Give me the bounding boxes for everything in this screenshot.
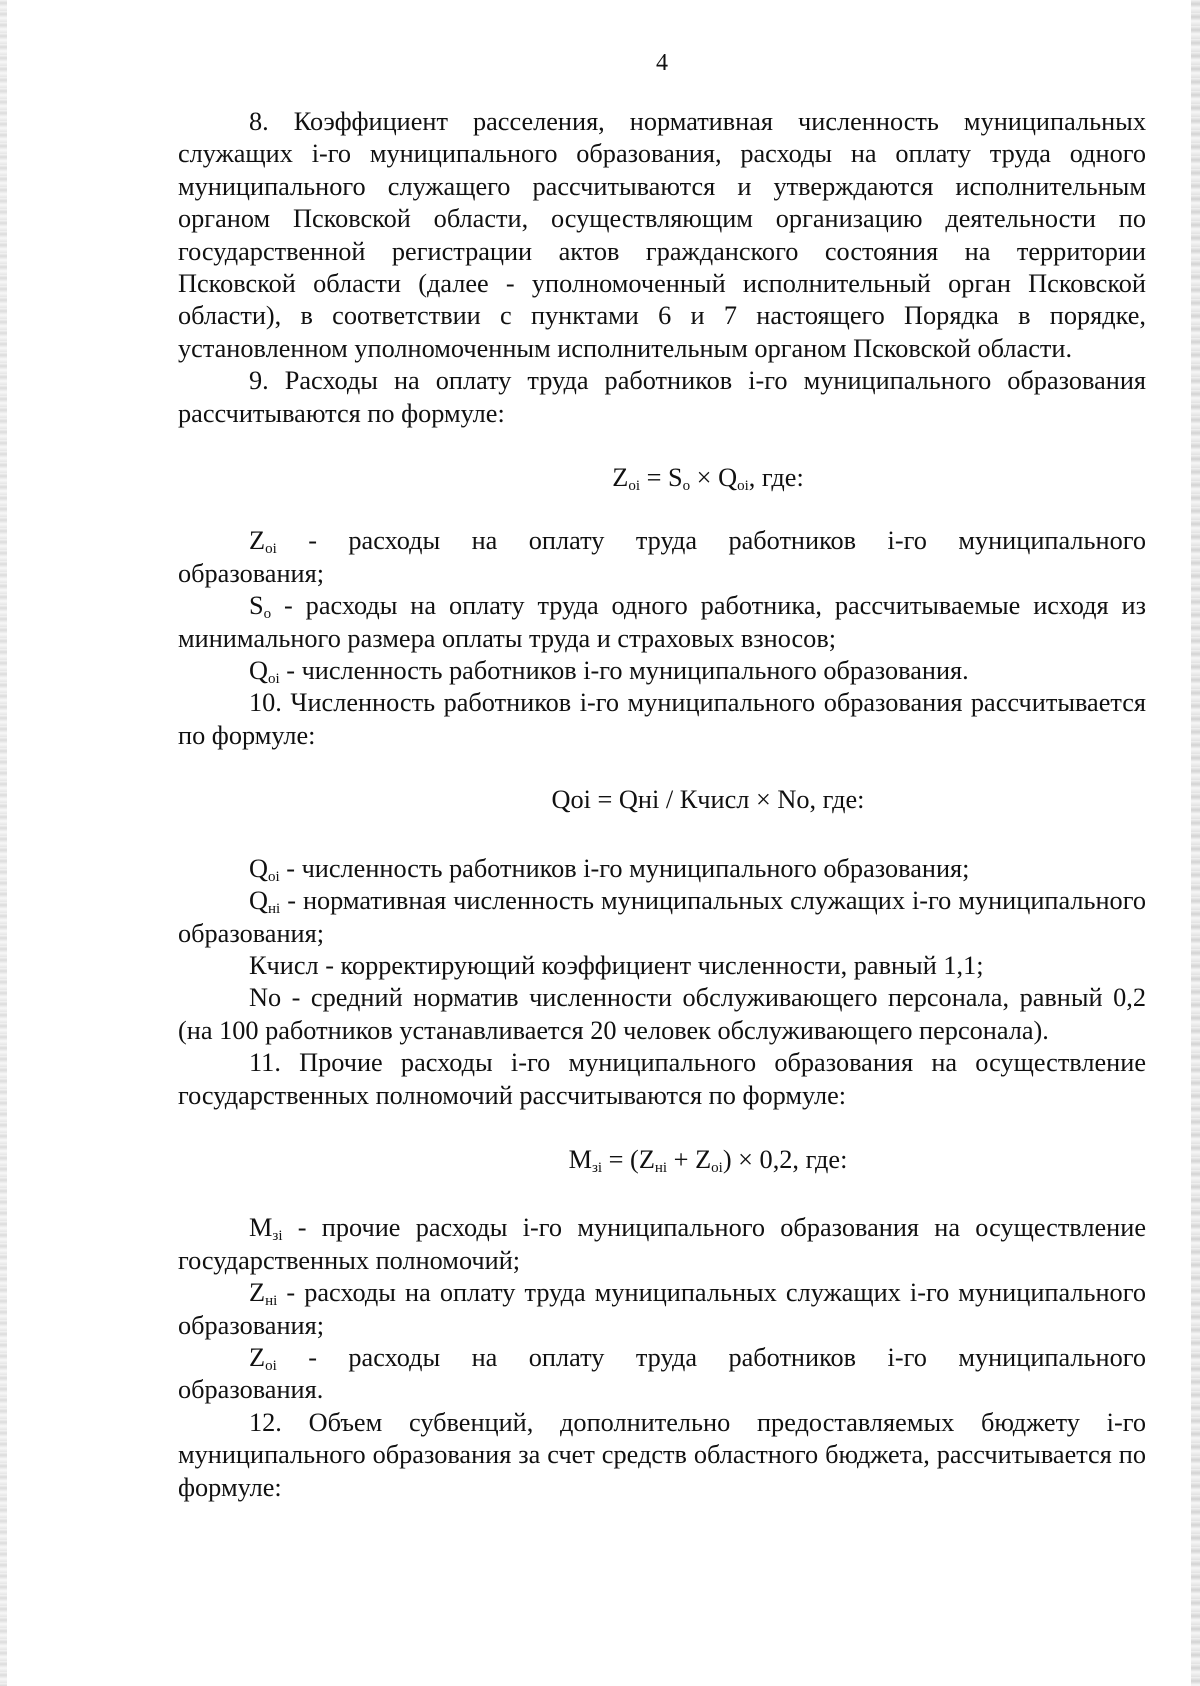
paragraph-9: 9. Расходы на оплату труда работников i-го муниципального образования рассчитываются по формуле: [178, 366, 1146, 428]
formula-9: $Z_{oi} = S_o \times Q_{oi}$, где: [612, 463, 804, 495]
definition-so: $S_o$ - расходы на оплату труда одного работника, рассчитываемые исходя из минимального размера оплаты труда и страховых взносов; [178, 591, 1146, 653]
formula-10: Qoi = Qнi / Кчисл × No, где: [551, 785, 865, 815]
definition-mzi: $M_{зi}$ - прочие расходы i-го муниципального образования на осуществление государственных полномочий; [178, 1213, 1146, 1275]
formula-11: $M_{зi} = (Z_{нi} + Z_{oi}) \times 0,2$, где: [568, 1144, 848, 1176]
document-body [178, 106, 1146, 1504]
definition-zoi-2: $Z_{oi}$ - расходы на оплату труда работников i-го муниципального образования. [178, 1342, 1146, 1405]
definition-zni: $Z_{нi}$ - расходы на оплату труда муниципальных служащих i-го муниципального образования; [178, 1278, 1146, 1340]
scan-edge-left [0, 0, 7, 1686]
page-number: 4 [656, 50, 668, 76]
paragraph-11: 11. Прочие расходы i-го муниципального образования на осуществление государственных полномочий рассчитываются по формуле: [178, 1048, 1146, 1110]
definition-qni: $Q_{нi}$ - нормативная численность муниципальных служащих i-го муниципального образования; [178, 886, 1146, 948]
paragraph-8: 8. Коэффициент расселения, нормативная численность муниципальных служащих i-го муниципального образования, расходы на оплату труда одного муниципального служащего рассчитываются и утверждаются исполнительным органом Псковской области, осуществляющим организацию деятельности по государственной регистрации актов гражданского состояния на территории Псковской области (далее - уполномоченный исполнительный орган Псковской области), в соответствии с пунктами 6 и 7 настоящего Порядка в порядке, установленном уполномоченным исполнительным органом Псковской области. [178, 107, 1146, 363]
paragraph-12: 12. Объем субвенций, дополнительно предоставляемых бюджету i-го муниципального образования за счет средств областного бюджета, рассчитывается по формуле: [178, 1407, 1146, 1502]
definition-qoi-2: $Q_{oi}$ - численность работников i-го муниципального образования; [249, 853, 970, 885]
definition-qoi: $Q_{oi}$ - численность работников i-го муниципального образования. [249, 656, 969, 688]
paragraph-10: 10. Численность работников i-го муниципального образования рассчитывается по формуле: [178, 688, 1146, 750]
definition-no: No - средний норматив численности обслуживающего персонала, равный 0,2 (на 100 работников устанавливается 20 человек обслуживающего персонала). [178, 983, 1146, 1045]
scan-edge-right [1191, 0, 1200, 1686]
definition-zoi: $Z_{oi}$ - расходы на оплату труда работников i-го муниципального образования; [178, 526, 1146, 588]
definition-kchisl: Кчисл - корректирующий коэффициент численности, равный 1,1; [249, 950, 984, 980]
